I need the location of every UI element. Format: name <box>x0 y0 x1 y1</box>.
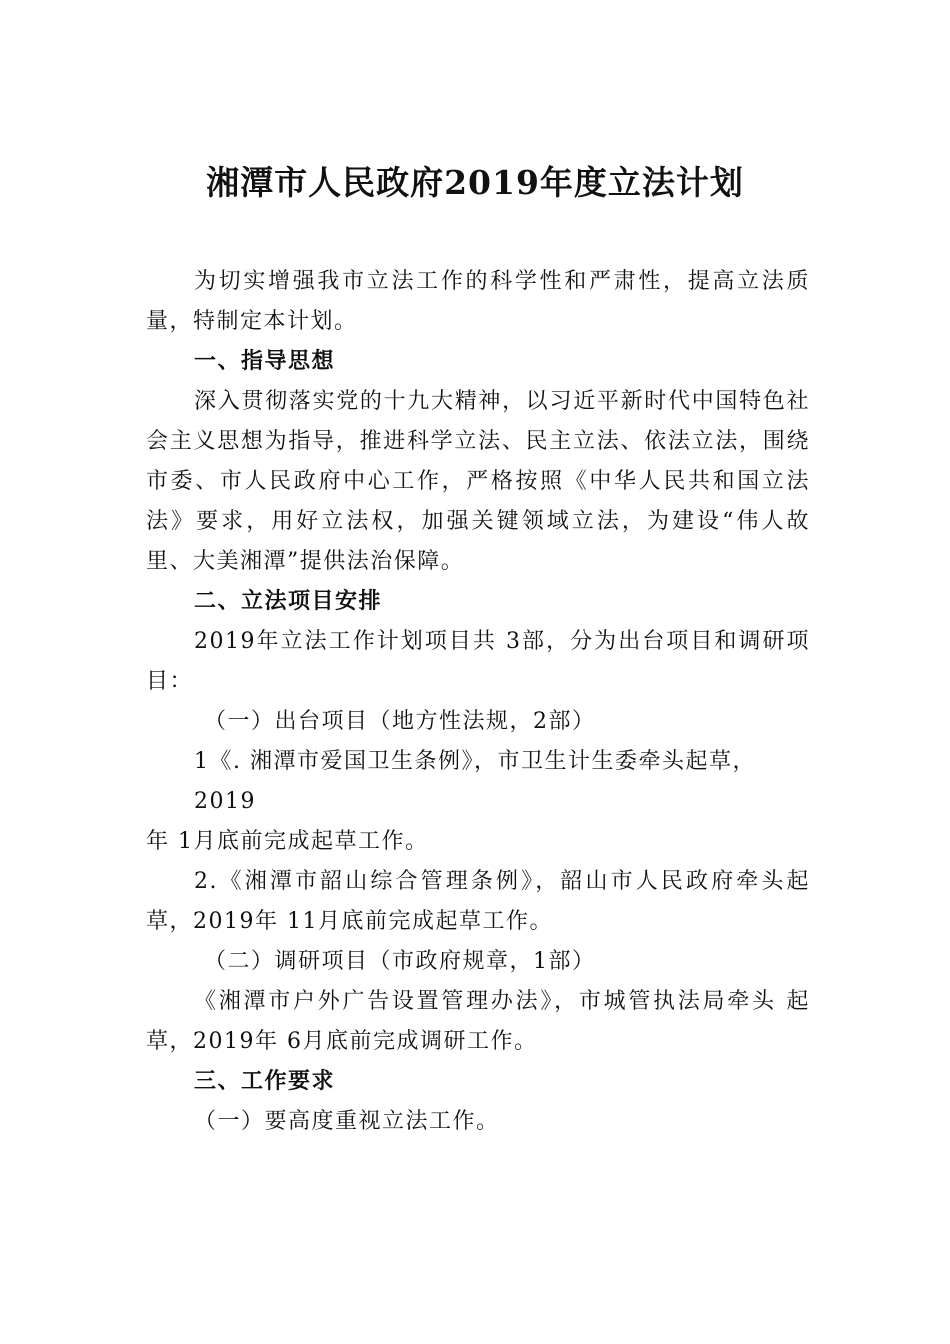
guiding-ideology-paragraph: 深入贯彻落实党的十九大精神，以习近平新时代中国特色社会主义思想为指导，推进科学立法、民主立法、依法立法，围绕市委、市人民政府中心工作，严格按照《中华人民共和国立法法》要求，用好立法权，加强关键领域立法，为建设“伟人故里、大美湘潭”提供法治保障。 <box>146 389 810 574</box>
enacted-item-2: 2.《湘潭市韶山综合管理条例》，韶山市人民政府牵头起草，2019年 11月底前完成起草工作。 <box>146 869 810 934</box>
research-item-1: 《湘潭市户外广告设置管理办法》，市城管执法局牵头 起草，2019年 6月底前完成调研工作。 <box>146 989 810 1054</box>
intro-paragraph: 为切实增强我市立法工作的科学性和严肃性，提高立法质量，特制定本计划。 <box>146 269 810 334</box>
section-heading-guiding-ideology: 一、指导思想 <box>194 349 336 374</box>
subsection-heading-enacted-projects: （一）出台项目（地方性法规，2部） <box>204 709 596 734</box>
work-requirement-1: （一）要高度重视立法工作。 <box>194 1109 500 1134</box>
enacted-item-1-line-2: 2019 <box>194 789 256 814</box>
subsection-heading-research-projects: （二）调研项目（市政府规章，1部） <box>204 949 596 974</box>
enacted-item-1-line-1: 1《. 湘潭市爱国卫生条例》，市卫生计生委牵头起草， <box>194 749 756 774</box>
legislative-projects-paragraph: 2019年立法工作计划项目共 3部，分为出台项目和调研项目： <box>146 629 810 694</box>
document-title: 湘潭市人民政府2019年度立法计划 <box>206 163 744 202</box>
enacted-item-1-line-3: 年 1月底前完成起草工作。 <box>146 829 429 854</box>
section-heading-legislative-projects: 二、立法项目安排 <box>194 589 383 614</box>
section-heading-work-requirements: 三、工作要求 <box>194 1069 336 1094</box>
document-body <box>146 262 810 1142</box>
